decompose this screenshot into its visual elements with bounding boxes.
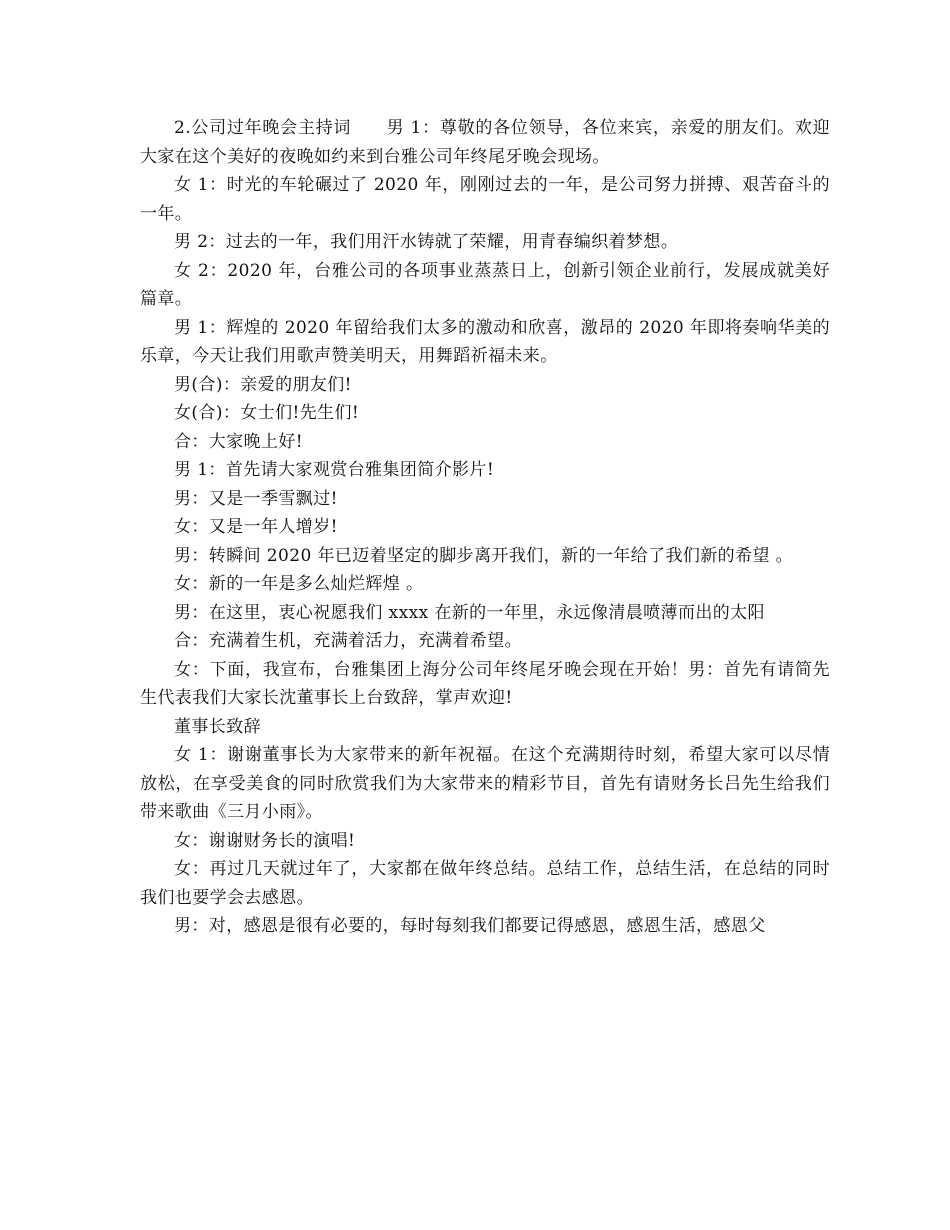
paragraph: 女：再过几天就过年了，大家都在做年终总结。总结工作，总结生活，在总结的同时我们也要学会去感恩。 (140, 859, 830, 908)
paragraph: 女 1：时光的车轮碾过了 2020 年，刚刚过去的一年，是公司努力拼搏、艰苦奋斗的一年。 (140, 175, 830, 224)
paragraph: 女：又是一年人增岁! (174, 517, 338, 537)
paragraph: 女 1：谢谢董事长为大家带来的新年祝福。在这个充满期待时刻，希望大家可以尽情放松，在享受美食的同时欣赏我们为大家带来的精彩节目，首先有请财务长吕先生给我们带来歌曲《三月小雨》。 (140, 745, 830, 822)
paragraph: 男：转瞬间 2020 年已迈着坚定的脚步离开我们，新的一年给了我们新的希望 。 (174, 545, 794, 566)
document-body (140, 114, 830, 941)
paragraph: 男：在这里，衷心祝愿我们 xxxx 在新的一年里，永远像清晨喷薄而出的太阳 (174, 602, 765, 623)
paragraph: 女 2：2020 年，台雅公司的各项事业蒸蒸日上，创新引领企业前行，发展成就美好篇章。 (140, 260, 830, 309)
paragraph: 男(合)：亲爱的朋友们! (174, 374, 352, 395)
paragraph: 男：又是一季雪飘过! (174, 488, 338, 509)
section-heading: 董事长致辞 (174, 716, 261, 737)
paragraph: 男 1：首先请大家观赏台雅集团简介影片! (174, 460, 495, 480)
paragraph: 2.公司过年晚会主持词 男 1：尊敬的各位领导，各位来宾，亲爱的朋友们。欢迎大家在这个美好的夜晚如约来到台雅公司年终尾牙晚会现场。 (140, 118, 830, 167)
paragraph: 女(合)：女士们!先生们! (174, 403, 360, 423)
paragraph: 合：充满着生机，充满着活力，充满着希望。 (174, 631, 522, 651)
paragraph: 女：新的一年是多么灿烂辉煌 。 (174, 574, 424, 594)
paragraph: 女：谢谢财务长的演唱! (174, 830, 356, 851)
paragraph: 男 2：过去的一年，我们用汗水铸就了荣耀，用青春编织着梦想。 (174, 232, 679, 252)
paragraph: 男 1：辉煌的 2020 年留给我们太多的激动和欣喜，激昂的 2020 年即将奏响华美的乐章，今天让我们用歌声赞美明天，用舞蹈祈福未来。 (140, 317, 830, 366)
paragraph: 男：对，感恩是很有必要的，每时每刻我们都要记得感恩，感恩生活，感恩父 (174, 916, 766, 936)
paragraph: 合：大家晚上好! (174, 431, 304, 452)
paragraph: 女：下面，我宣布，台雅集团上海分公司年终尾牙晚会现在开始！男：首先有请简先生代表我们大家长沈董事长上台致辞，掌声欢迎! (140, 659, 830, 708)
